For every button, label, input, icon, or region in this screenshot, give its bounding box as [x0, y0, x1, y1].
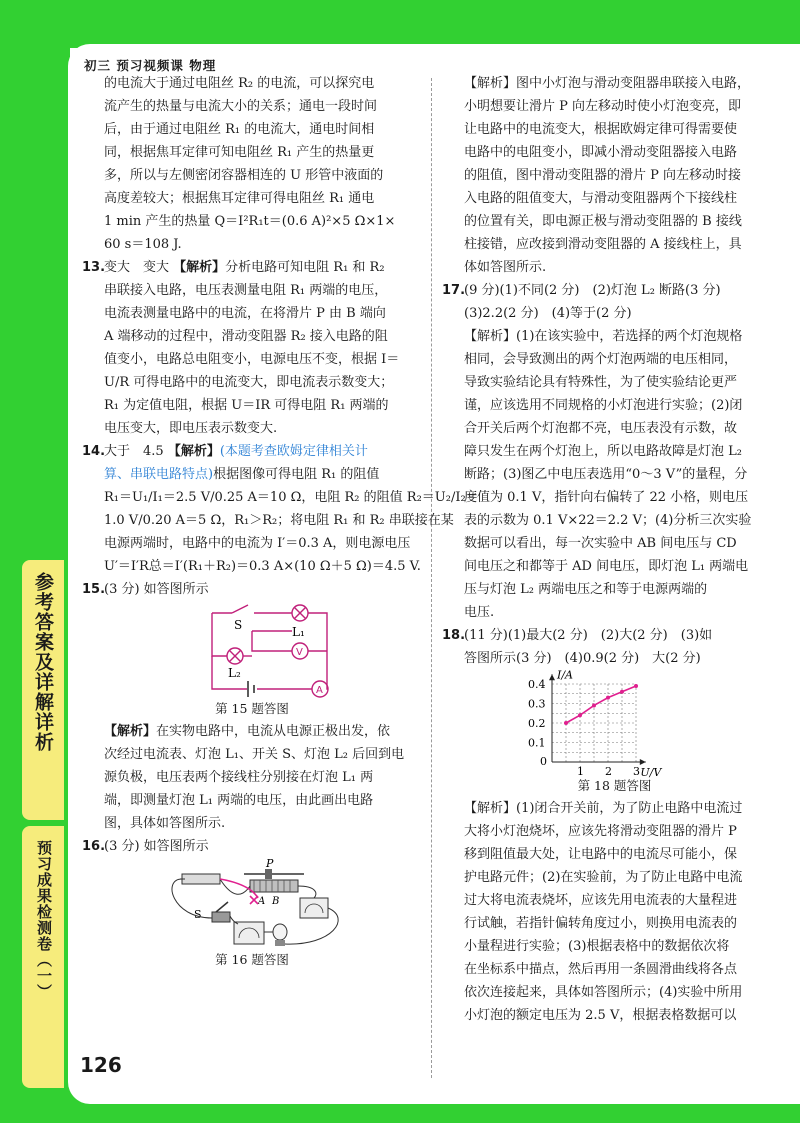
- page-number: 126: [80, 1053, 122, 1077]
- q15-analysis-first: [82, 720, 422, 743]
- green-frame-top: [0, 0, 800, 48]
- ammeter-label: A: [316, 685, 323, 696]
- q15-circuit-diagram: [82, 601, 422, 701]
- data-point: [592, 703, 596, 707]
- y-tick-label: 0.3: [528, 697, 546, 711]
- q15-caption: 第 15 题答图: [215, 701, 289, 716]
- q13-answer: 变大 变大: [104, 260, 174, 275]
- text-line: 移到阻值最大处，让电路中的电流尽可能小，保: [464, 847, 738, 862]
- text-line: 间电压之和都等于 AD 间电压，即灯泡 L₁ 两端电: [464, 559, 749, 574]
- text-line: 后，由于通过电阻丝 R₁ 的电流大，通电时间相: [104, 122, 375, 137]
- text-line: A 端移动的过程中，滑动变阻器 R₂ 接入电路的阻: [104, 329, 388, 344]
- text-line: 多，所以与左侧密闭容器相连的 U 形管中液面的: [104, 168, 384, 183]
- text-line: 障只发生在两个灯泡上，所以电路故障是灯泡 L₂: [464, 444, 742, 459]
- y-axis-arrow: [549, 674, 555, 680]
- text-line: 60 s＝108 J.: [104, 237, 182, 252]
- y-tick-label: 0.2: [528, 717, 546, 730]
- text-line: 大将小灯泡烧坏，应该先将滑动变阻器的滑片 P: [464, 824, 737, 839]
- text-line: 小明想要让滑片 P 向左移动时使小灯泡变亮，即: [464, 99, 742, 114]
- text-line: 的位置有关，即电源正极与滑动变阻器的 B 接线: [464, 214, 742, 229]
- q14-note-cont: 算、串联电路特点): [104, 467, 214, 482]
- text-line: 【解析】(1)在该实验中，若选择的两个灯泡规格: [464, 329, 743, 344]
- text-line: 护电路元件；(2)在实验前，为了防止电路中电流: [464, 870, 743, 885]
- text-line: 入电路的阻值变大，与滑动变阻器两个下接线柱: [464, 191, 738, 206]
- iu-curve: [566, 686, 636, 723]
- analysis-tag: 【解析】: [173, 260, 226, 275]
- q16-caption: 第 16 题答图: [215, 952, 289, 967]
- q13-first-line: [82, 256, 422, 279]
- y-axis-label: I/A: [557, 670, 573, 682]
- q18-iu-chart: [442, 670, 787, 778]
- q15-answer: (3 分) 如答图所示: [104, 582, 209, 597]
- y-tick-label: 0.1: [528, 736, 546, 750]
- q14-second-line: [82, 463, 422, 486]
- column-divider: [431, 78, 432, 1078]
- text-line: 次经过电流表、灯泡 L₁、开关 S、灯泡 L₂ 后回到电: [104, 747, 405, 762]
- x-tick-label: 2: [605, 765, 612, 778]
- text-line: 源负极，电压表两个接线柱分别接在灯泡 L₁ 两: [104, 770, 374, 785]
- q15-first-line: [82, 578, 422, 601]
- text-line: 电压变大，即电压表示数变大.: [104, 421, 278, 436]
- text-line: 电流表测量电路中的电流，在将滑片 P 由 B 端向: [104, 306, 386, 321]
- text-line: 高度差较大；根据焦耳定律可得电阻丝 R₁ 通电: [104, 191, 375, 206]
- side-tab-test-label: 预习成果检测卷（一）: [35, 840, 53, 1000]
- text-line: 端，即测量灯泡 L₁ 两端的电压，由此画出电路: [104, 793, 374, 808]
- q18-first-line: [442, 624, 787, 647]
- text-line: R₁ 为定值电阻，根据 U＝IR 可得电阻 R₁ 两端的: [104, 398, 389, 413]
- text-line: 1 min 产生的热量 Q＝I²R₁t＝(0.6 A)²×5 Ω×1×: [104, 214, 396, 229]
- switch-s-label: S: [194, 908, 202, 921]
- text-line: 图，具体如答图所示.: [104, 816, 226, 831]
- q14-answer: 大于 4.5: [104, 444, 168, 459]
- analysis-tag: 【解析】: [104, 724, 157, 739]
- text-line: 值变小，电路总电阻变小，电源电压不变，根据 I＝: [104, 352, 400, 367]
- text-line: 表的示数为 0.1 V×22＝2.2 V；(4)分析三次实验: [464, 513, 752, 528]
- text-line: 柱接错，应改接到滑动变阻器的 A 接线柱上，具: [464, 237, 742, 252]
- text-line: 小量程进行实验；(3)根据表格中的数据依次将: [464, 939, 730, 954]
- text-line: 导致实验结论具有特殊性，为了使实验结论更严: [464, 375, 738, 390]
- q16-answer: (3 分) 如答图所示: [104, 839, 209, 854]
- q14-number: 14.: [82, 444, 106, 459]
- text-line: 让电路中的电流变大，根据欧姆定律可得需要使: [464, 122, 738, 137]
- text-line: 度值为 0.1 V，指针向右偏转了 22 小格，则电压: [464, 490, 749, 505]
- text-line: 电路中的电阻变小，即减小滑动变阻器接入电路: [464, 145, 738, 160]
- text-line: 的阻值，图中滑动变阻器的滑片 P 向左移动时接: [464, 168, 742, 183]
- text-line: 体如答图所示.: [464, 260, 547, 275]
- data-point: [578, 713, 582, 717]
- text-line: 数据可以看出，每一次实验中 AB 间电压与 CD: [464, 536, 737, 551]
- text-line: 1.0 V/0.20 A＝5 Ω，R₁＞R₂；将电阻 R₁ 和 R₂ 串联接在某: [104, 513, 454, 528]
- text-line: 电压.: [464, 605, 495, 620]
- q17-answer: (9 分)(1)不同(2 分) (2)灯泡 L₂ 断路(3 分): [464, 283, 721, 298]
- q18-caption: 第 18 题答图: [577, 778, 652, 793]
- text-line: 的电流大于通过电阻丝 R₂ 的电流，可以探究电: [104, 76, 375, 91]
- terminal-b-label: B: [272, 896, 280, 907]
- q18-number: 18.: [442, 628, 466, 643]
- slider-p-label: P: [266, 858, 274, 870]
- data-point: [564, 721, 568, 725]
- text-line: 依次连接起来，具体如答图所示；(4)实验中所用: [464, 985, 743, 1000]
- text-line: U/R 可得电路中的电流变大，即电流表示数变大；: [104, 375, 394, 390]
- text-line: 过大将电流表烧坏，应该先用电流表的大量程进: [464, 893, 738, 908]
- data-point: [620, 690, 624, 694]
- lamp-l2-label: L₂: [228, 666, 241, 680]
- x-axis-label: U/V: [640, 766, 662, 778]
- q18-answer: (11 分)(1)最大(2 分) (2)大(2 分) (3)如: [464, 628, 713, 643]
- q16-number: 16.: [82, 839, 106, 854]
- data-point: [634, 684, 638, 688]
- y-tick-label: 0.4: [528, 678, 546, 691]
- q16-apparatus-diagram: [82, 858, 422, 950]
- text-line: 断路；(3)图乙中电压表选用“0～3 V”的量程，分: [464, 467, 748, 482]
- terminal-a-label: A: [258, 896, 266, 907]
- text-line: 串联接入电路，电压表测量电阻 R₁ 两端的电压，: [104, 283, 388, 298]
- text-line: U′＝I′R总＝I′(R₁＋R₂)＝0.3 A×(10 Ω＋5 Ω)＝4.5 V.: [104, 559, 421, 574]
- text-line: 压与灯泡 L₂ 两端电压之和等于电源两端的: [464, 582, 708, 597]
- q14-line2-rest: 根据图像可得电阻 R₁ 的阻值: [213, 467, 380, 482]
- data-point: [606, 696, 610, 700]
- lamp-l1-label: L₁: [292, 625, 305, 639]
- q17-first-line: [442, 279, 787, 302]
- q13-first-rest: 分析电路可知电阻 R₁ 和 R₂: [225, 260, 385, 275]
- x-tick-label: 3: [633, 765, 640, 778]
- text-line: 答图所示(3 分) (4)0.9(2 分) 大(2 分): [464, 651, 701, 666]
- text-line: 电源两端时，电路中的电流为 I′＝0.3 A，则电源电压: [104, 536, 411, 551]
- text-line: 【解析】图中小灯泡与滑动变阻器串联接入电路，: [464, 76, 751, 91]
- q14-note: (本题考查欧姆定律相关计: [219, 444, 368, 459]
- switch-label: S: [234, 618, 243, 632]
- right-column: [442, 72, 787, 1027]
- side-tab-answers-label: 参考答案及详解详析: [32, 572, 54, 752]
- text-line: 谨，应该选用不同规格的小灯泡进行实验；(2)闭: [464, 398, 743, 413]
- q15-first-rest: 在实物电路中，电流从电源正极出发，依: [156, 724, 391, 739]
- text-line: 小灯泡的额定电压为 2.5 V，根据表格数据可以: [464, 1008, 737, 1023]
- q13-number: 13.: [82, 260, 106, 275]
- text-line: 合开关后两个灯泡都不亮，电压表没有示数，故: [464, 421, 738, 436]
- q16-first-line: [82, 835, 422, 858]
- q14-first-line: [82, 440, 422, 463]
- text-line: 相同，会导致测出的两个灯泡两端的电压相同，: [464, 352, 738, 367]
- text-line: 在坐标系中描点，然后再用一条圆滑曲线将各点: [464, 962, 738, 977]
- running-header: 初三 预习视频课 物理: [84, 58, 217, 73]
- x-axis-arrow: [640, 759, 646, 765]
- origin-label: 0: [540, 755, 547, 768]
- x-tick-label: 1: [577, 765, 584, 778]
- text-line: 【解析】(1)闭合开关前，为了防止电路中电流过: [464, 801, 743, 816]
- text-line: 同，根据焦耳定律可知电阻丝 R₁ 产生的热量更: [104, 145, 375, 160]
- q17-number: 17.: [442, 283, 466, 298]
- voltmeter-label: V: [296, 647, 303, 658]
- text-line: 流产生的热量与电流大小的关系；通电一段时间: [104, 99, 378, 114]
- text-line: (3)2.2(2 分) (4)等于(2 分): [464, 306, 632, 321]
- text-line: R₁＝U₁/I₁＝2.5 V/0.25 A＝10 Ω，电阻 R₂ 的阻值 R₂＝U₂/I₂＝: [104, 490, 479, 505]
- text-line: 行试触，若指针偏转角度过小，则换用电流表的: [464, 916, 738, 931]
- analysis-tag: 【解析】: [167, 444, 220, 459]
- q15-number: 15.: [82, 582, 106, 597]
